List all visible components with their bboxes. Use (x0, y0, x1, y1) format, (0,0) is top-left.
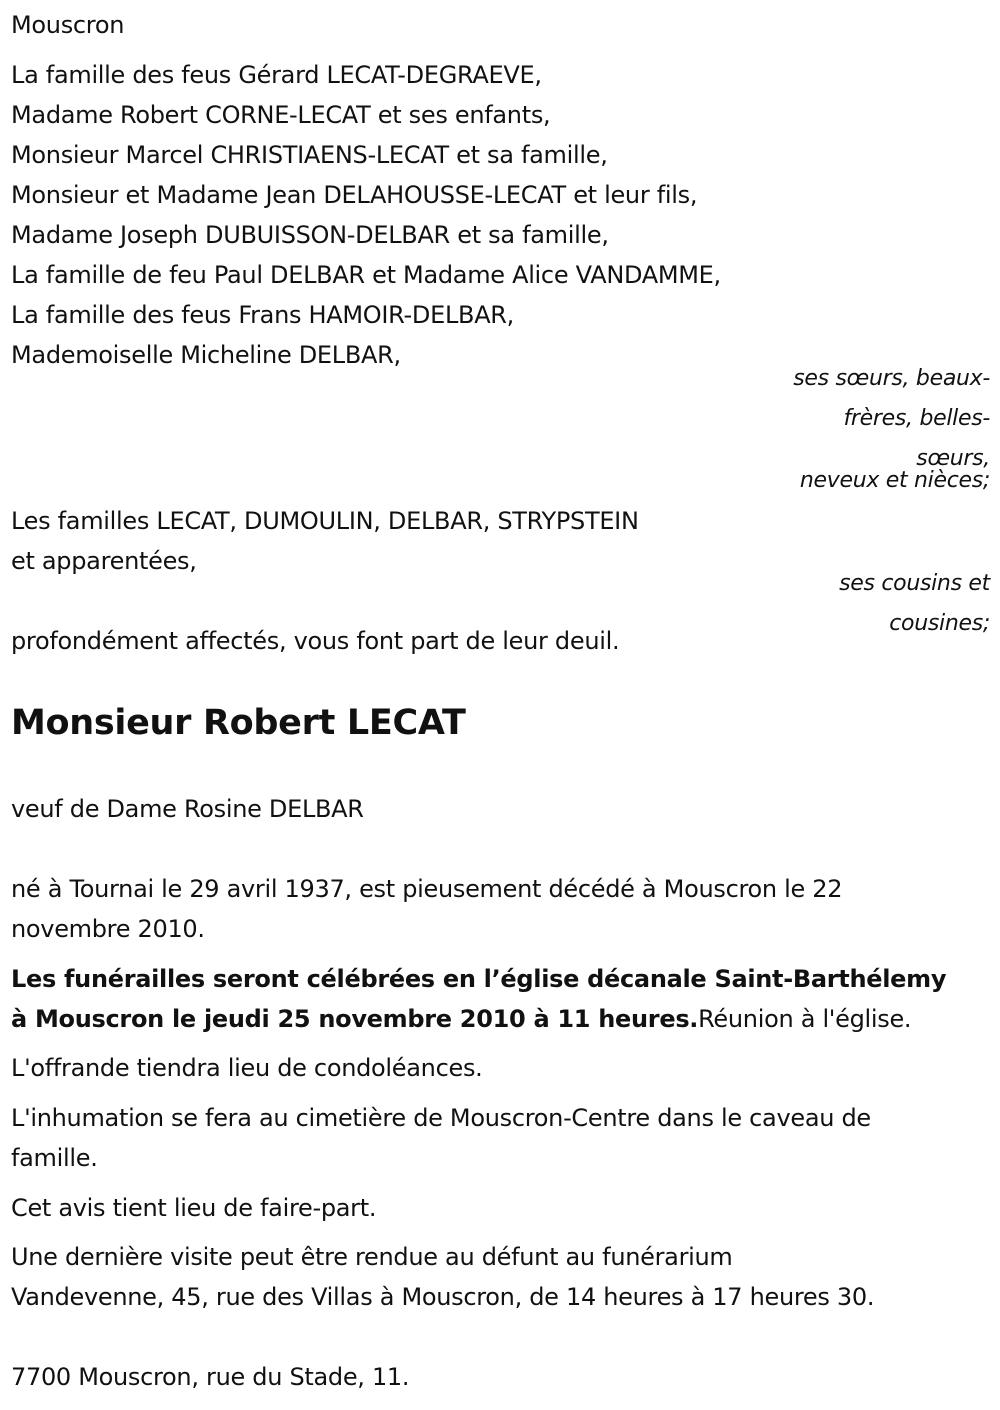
address-line: 7700 Mouscron, rue du Stade, 11. (11, 1363, 410, 1391)
visit-line: Vandevenne, 45, rue des Villas à Mouscron, de 14 heures à 17 heures 30. (11, 1283, 875, 1311)
relation-note-line: sœurs, (916, 446, 990, 471)
location-heading: Mouscron (11, 11, 125, 39)
visit-line: Une dernière visite peut être rendue au défunt au funérarium (11, 1243, 733, 1271)
relation-note-line: cousines; (889, 611, 990, 636)
burial-line: famille. (11, 1144, 98, 1172)
meeting-note: Réunion à l'église. (698, 1005, 912, 1033)
burial-line: L'inhumation se fera au cimetière de Mouscron-Centre dans le caveau de (11, 1104, 871, 1132)
other-families-line: Les familles LECAT, DUMOULIN, DELBAR, STRYPSTEIN (11, 507, 639, 535)
family-line: Madame Joseph DUBUISSON-DELBAR et sa famille, (11, 221, 609, 249)
family-line: Monsieur et Madame Jean DELAHOUSSE-LECAT et leur fils, (11, 181, 698, 209)
birth-death-line: novembre 2010. (11, 915, 205, 943)
funeral-line: Les funérailles seront célébrées en l’église décanale Saint-Barthélemy (11, 965, 947, 993)
closing-line: profondément affectés, vous font part de leur deuil. (11, 627, 620, 655)
family-line: Mademoiselle Micheline DELBAR, (11, 341, 401, 369)
funeral-line-wrap (11, 1004, 911, 1034)
family-line: La famille des feus Frans HAMOIR-DELBAR, (11, 301, 515, 329)
offering-line: L'offrande tiendra lieu de condoléances. (11, 1054, 483, 1082)
family-line: La famille des feus Gérard LECAT-DEGRAEVE, (11, 61, 542, 89)
other-families-line: et apparentées, (11, 547, 197, 575)
family-line: La famille de feu Paul DELBAR et Madame Alice VANDAMME, (11, 261, 721, 289)
relation-note-line: ses cousins et (839, 571, 990, 596)
relation-note-line: ses sœurs, beaux- (793, 366, 990, 391)
birth-death-line: né à Tournai le 29 avril 1937, est pieusement décédé à Mouscron le 22 (11, 875, 843, 903)
spouse-line: veuf de Dame Rosine DELBAR (11, 795, 364, 823)
relation-note-nephews: neveux et nièces; (799, 468, 990, 493)
funeral-line: à Mouscron le jeudi 25 novembre 2010 à 11 heures. (11, 1005, 699, 1033)
deceased-name: Monsieur Robert LECAT (11, 703, 466, 743)
family-line: Madame Robert CORNE-LECAT et ses enfants, (11, 101, 551, 129)
notice-line: Cet avis tient lieu de faire-part. (11, 1194, 377, 1222)
family-line: Monsieur Marcel CHRISTIAENS-LECAT et sa famille, (11, 141, 608, 169)
relation-note-line: frères, belles- (843, 406, 990, 431)
